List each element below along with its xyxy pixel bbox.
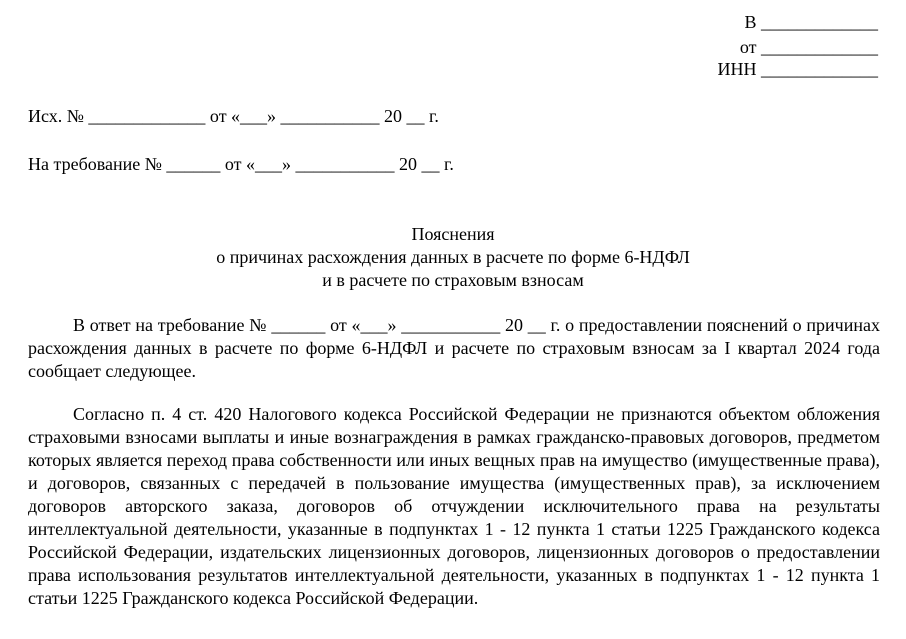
outgoing-reference: Исх. № _____________ от «___» ___________ 20 __ г.: [28, 106, 439, 126]
sender-line: от _____________: [739, 37, 878, 57]
document-title: Пояснения: [411, 224, 495, 244]
body-paragraph-response: В ответ на требование № ______ от «___» ___________ 20 __ г. о предоставлении пояснений о причинах расхождения данных в расчете по форме 6-НДФЛ и расчете по страховым взносам за I квартал 2024 года сообщает следующее.: [28, 315, 880, 381]
body-paragraph-legal-basis: Согласно п. 4 ст. 420 Налогового кодекса Российской Федерации не признаются объектом обложения страховыми взносами выплаты и иные вознаграждения в рамках гражданско-правовых договоров, предметом которых является переход права собственности или иных вещных прав на имущество (имущественные права), и договоров, связанных с передачей в пользование имущества (имущественных прав), за исключением договоров авторского заказа, договоров об отчуждении исключительного права на результаты интеллектуальной деятельности, указанные в подпунктах 1 - 12 пункта 1 статьи 1225 Гражданского кодекса Российской Федерации, издательских лицензионных договоров, лицензионных договоров о предоставлении права использования результатов интеллектуальной деятельности, указанных в подпунктах 1 - 12 пункта 1 статьи 1225 Гражданского кодекса Российской Федерации.: [28, 404, 880, 608]
document-subtitle-line2: и в расчете по страховым взносам: [322, 270, 584, 290]
request-reference: На требование № ______ от «___» ___________ 20 __ г.: [28, 154, 454, 174]
document-subtitle-line1: о причинах расхождения данных в расчете по форме 6-НДФЛ: [216, 247, 690, 267]
inn-line: ИНН _____________: [717, 59, 878, 79]
recipient-line: В _____________: [744, 12, 878, 32]
